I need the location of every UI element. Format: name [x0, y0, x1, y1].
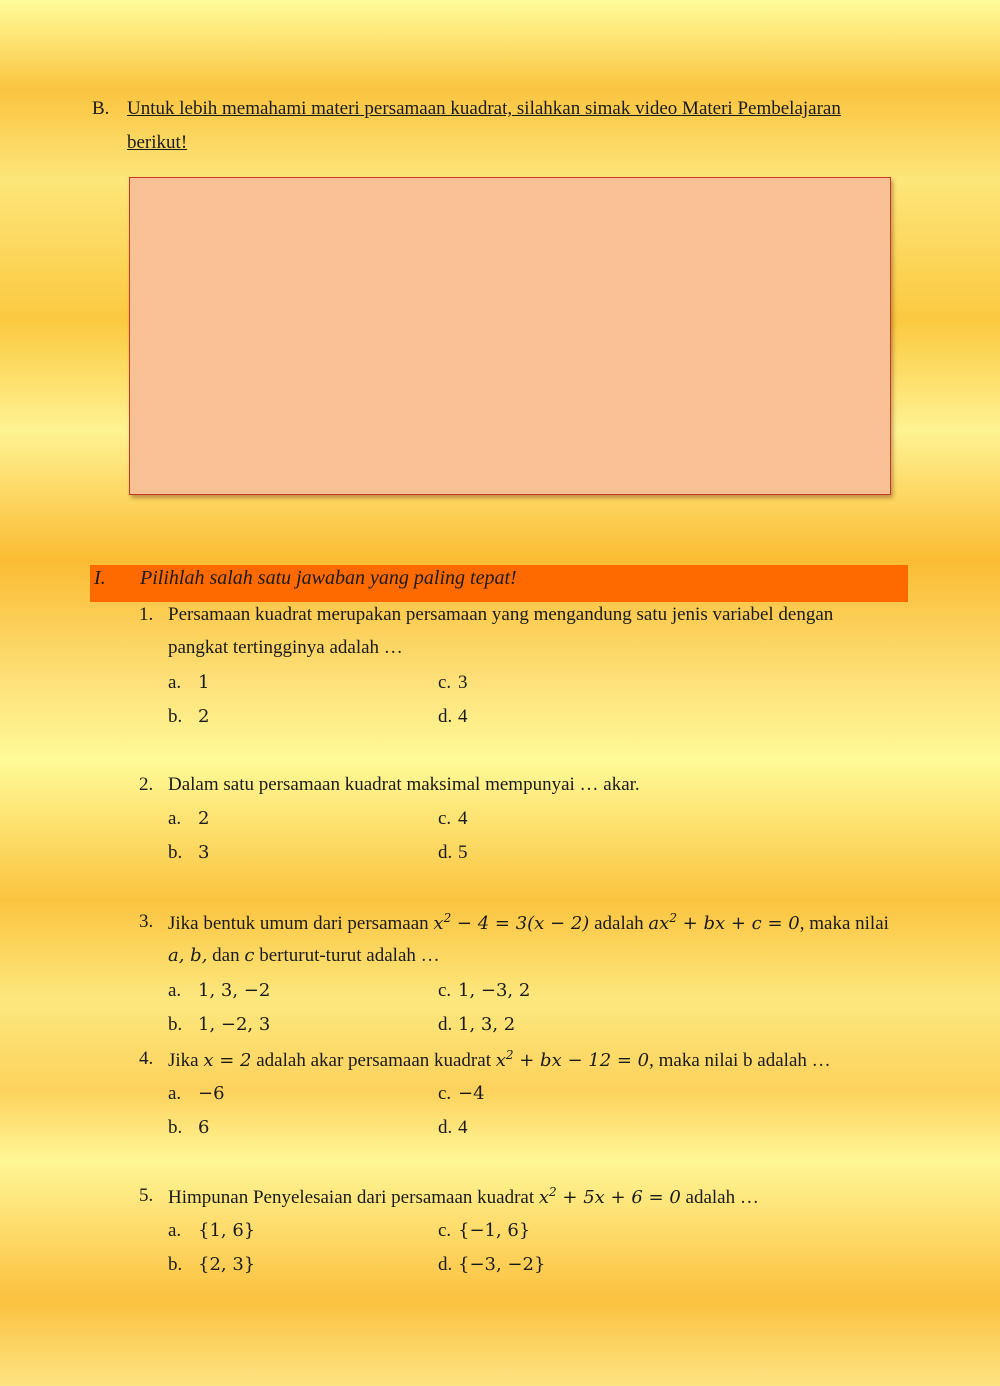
option-a[interactable]: {1, 6} [198, 1220, 256, 1241]
option-c[interactable]: 4 [458, 808, 468, 829]
question-number: 5. [139, 1185, 154, 1206]
option-d[interactable]: {−3, −2} [458, 1254, 546, 1275]
option-b-letter: b. [168, 1014, 183, 1035]
question-number: 1. [139, 604, 154, 625]
option-a-letter: a. [168, 1220, 182, 1241]
option-b[interactable]: {2, 3} [198, 1254, 256, 1275]
equation: $x^2$ + bx − 12 = 0 [495, 1048, 650, 1071]
question-number: 2. [139, 774, 154, 795]
option-b-letter: b. [168, 1117, 183, 1138]
question-text-line2: a, b, dan c berturut-turut adalah … [168, 945, 440, 966]
option-d[interactable]: 4 [458, 1117, 468, 1138]
option-a-letter: a. [168, 808, 182, 829]
question-number: 4. [139, 1048, 154, 1069]
option-a[interactable]: 1 [198, 672, 210, 693]
option-d-letter: d. [438, 842, 453, 863]
option-d-letter: d. [438, 1014, 453, 1035]
option-c-letter: c. [438, 1220, 452, 1241]
option-a-letter: a. [168, 1083, 182, 1104]
option-b-letter: b. [168, 706, 183, 727]
option-d[interactable]: 4 [458, 706, 468, 727]
option-d-letter: d. [438, 1254, 453, 1275]
question-number: 3. [139, 911, 154, 932]
option-b[interactable]: 3 [198, 842, 210, 863]
option-c[interactable]: 3 [458, 672, 468, 693]
option-b[interactable]: 2 [198, 706, 210, 727]
video-embed-placeholder[interactable] [129, 177, 891, 495]
section-b-letter: B. [92, 98, 110, 119]
equation: $ax^2$ + bx + c = 0 [648, 911, 800, 934]
question-text-line1: Jika x = 2 adalah akar persamaan kuadrat $x^2$ + bx − 12 = 0, maka nilai b adalah … [168, 1048, 831, 1071]
option-a[interactable]: −6 [198, 1083, 225, 1104]
option-b-letter: b. [168, 842, 183, 863]
section-i-numeral: I. [94, 567, 106, 589]
option-c[interactable]: −4 [458, 1083, 485, 1104]
question-text-line1: Himpunan Penyelesaian dari persamaan kuadrat $x^2 + 5x + 6 = 0$ adalah … [168, 1185, 759, 1208]
option-d-letter: d. [438, 1117, 453, 1138]
question-text-line1: Persamaan kuadrat merupakan persamaan yang mengandung satu jenis variabel dengan [168, 604, 834, 625]
question-text-line2: pangkat tertingginya adalah … [168, 637, 403, 658]
option-d[interactable]: 1, 3, 2 [458, 1014, 516, 1035]
section-i-banner [90, 565, 908, 602]
option-b[interactable]: 6 [198, 1117, 210, 1138]
option-d-letter: d. [438, 706, 453, 727]
option-d[interactable]: 5 [458, 842, 468, 863]
option-a[interactable]: 1, 3, −2 [198, 980, 271, 1001]
option-c[interactable]: {−1, 6} [458, 1220, 531, 1241]
equation: $x^2 + 5x + 6 = 0$ [538, 1185, 681, 1208]
option-a-letter: a. [168, 672, 182, 693]
option-c-letter: c. [438, 1083, 452, 1104]
question-text-line1: Jika bentuk umum dari persamaan $x^2 - 4 = 3(x - 2)$ adalah $ax^2$ + bx + c = 0, maka nilai [168, 911, 889, 934]
question-text-line1: Dalam satu persamaan kuadrat maksimal mempunyai … akar. [168, 774, 640, 795]
option-a-letter: a. [168, 980, 182, 1001]
option-a[interactable]: 2 [198, 808, 210, 829]
option-b[interactable]: 1, −2, 3 [198, 1014, 271, 1035]
equation: x = 2 [203, 1050, 252, 1071]
equation: $x^2 - 4 = 3(x - 2)$ [433, 911, 590, 934]
option-c[interactable]: 1, −3, 2 [458, 980, 531, 1001]
option-c-letter: c. [438, 672, 452, 693]
section-i-instruction: Pilihlah salah satu jawaban yang paling tepat! [140, 567, 517, 589]
option-b-letter: b. [168, 1254, 183, 1275]
section-b-text: Untuk lebih memahami materi persamaan kuadrat, silahkan simak video Materi Pembelajaran berikut! [127, 98, 841, 153]
option-c-letter: c. [438, 980, 452, 1001]
option-c-letter: c. [438, 808, 452, 829]
